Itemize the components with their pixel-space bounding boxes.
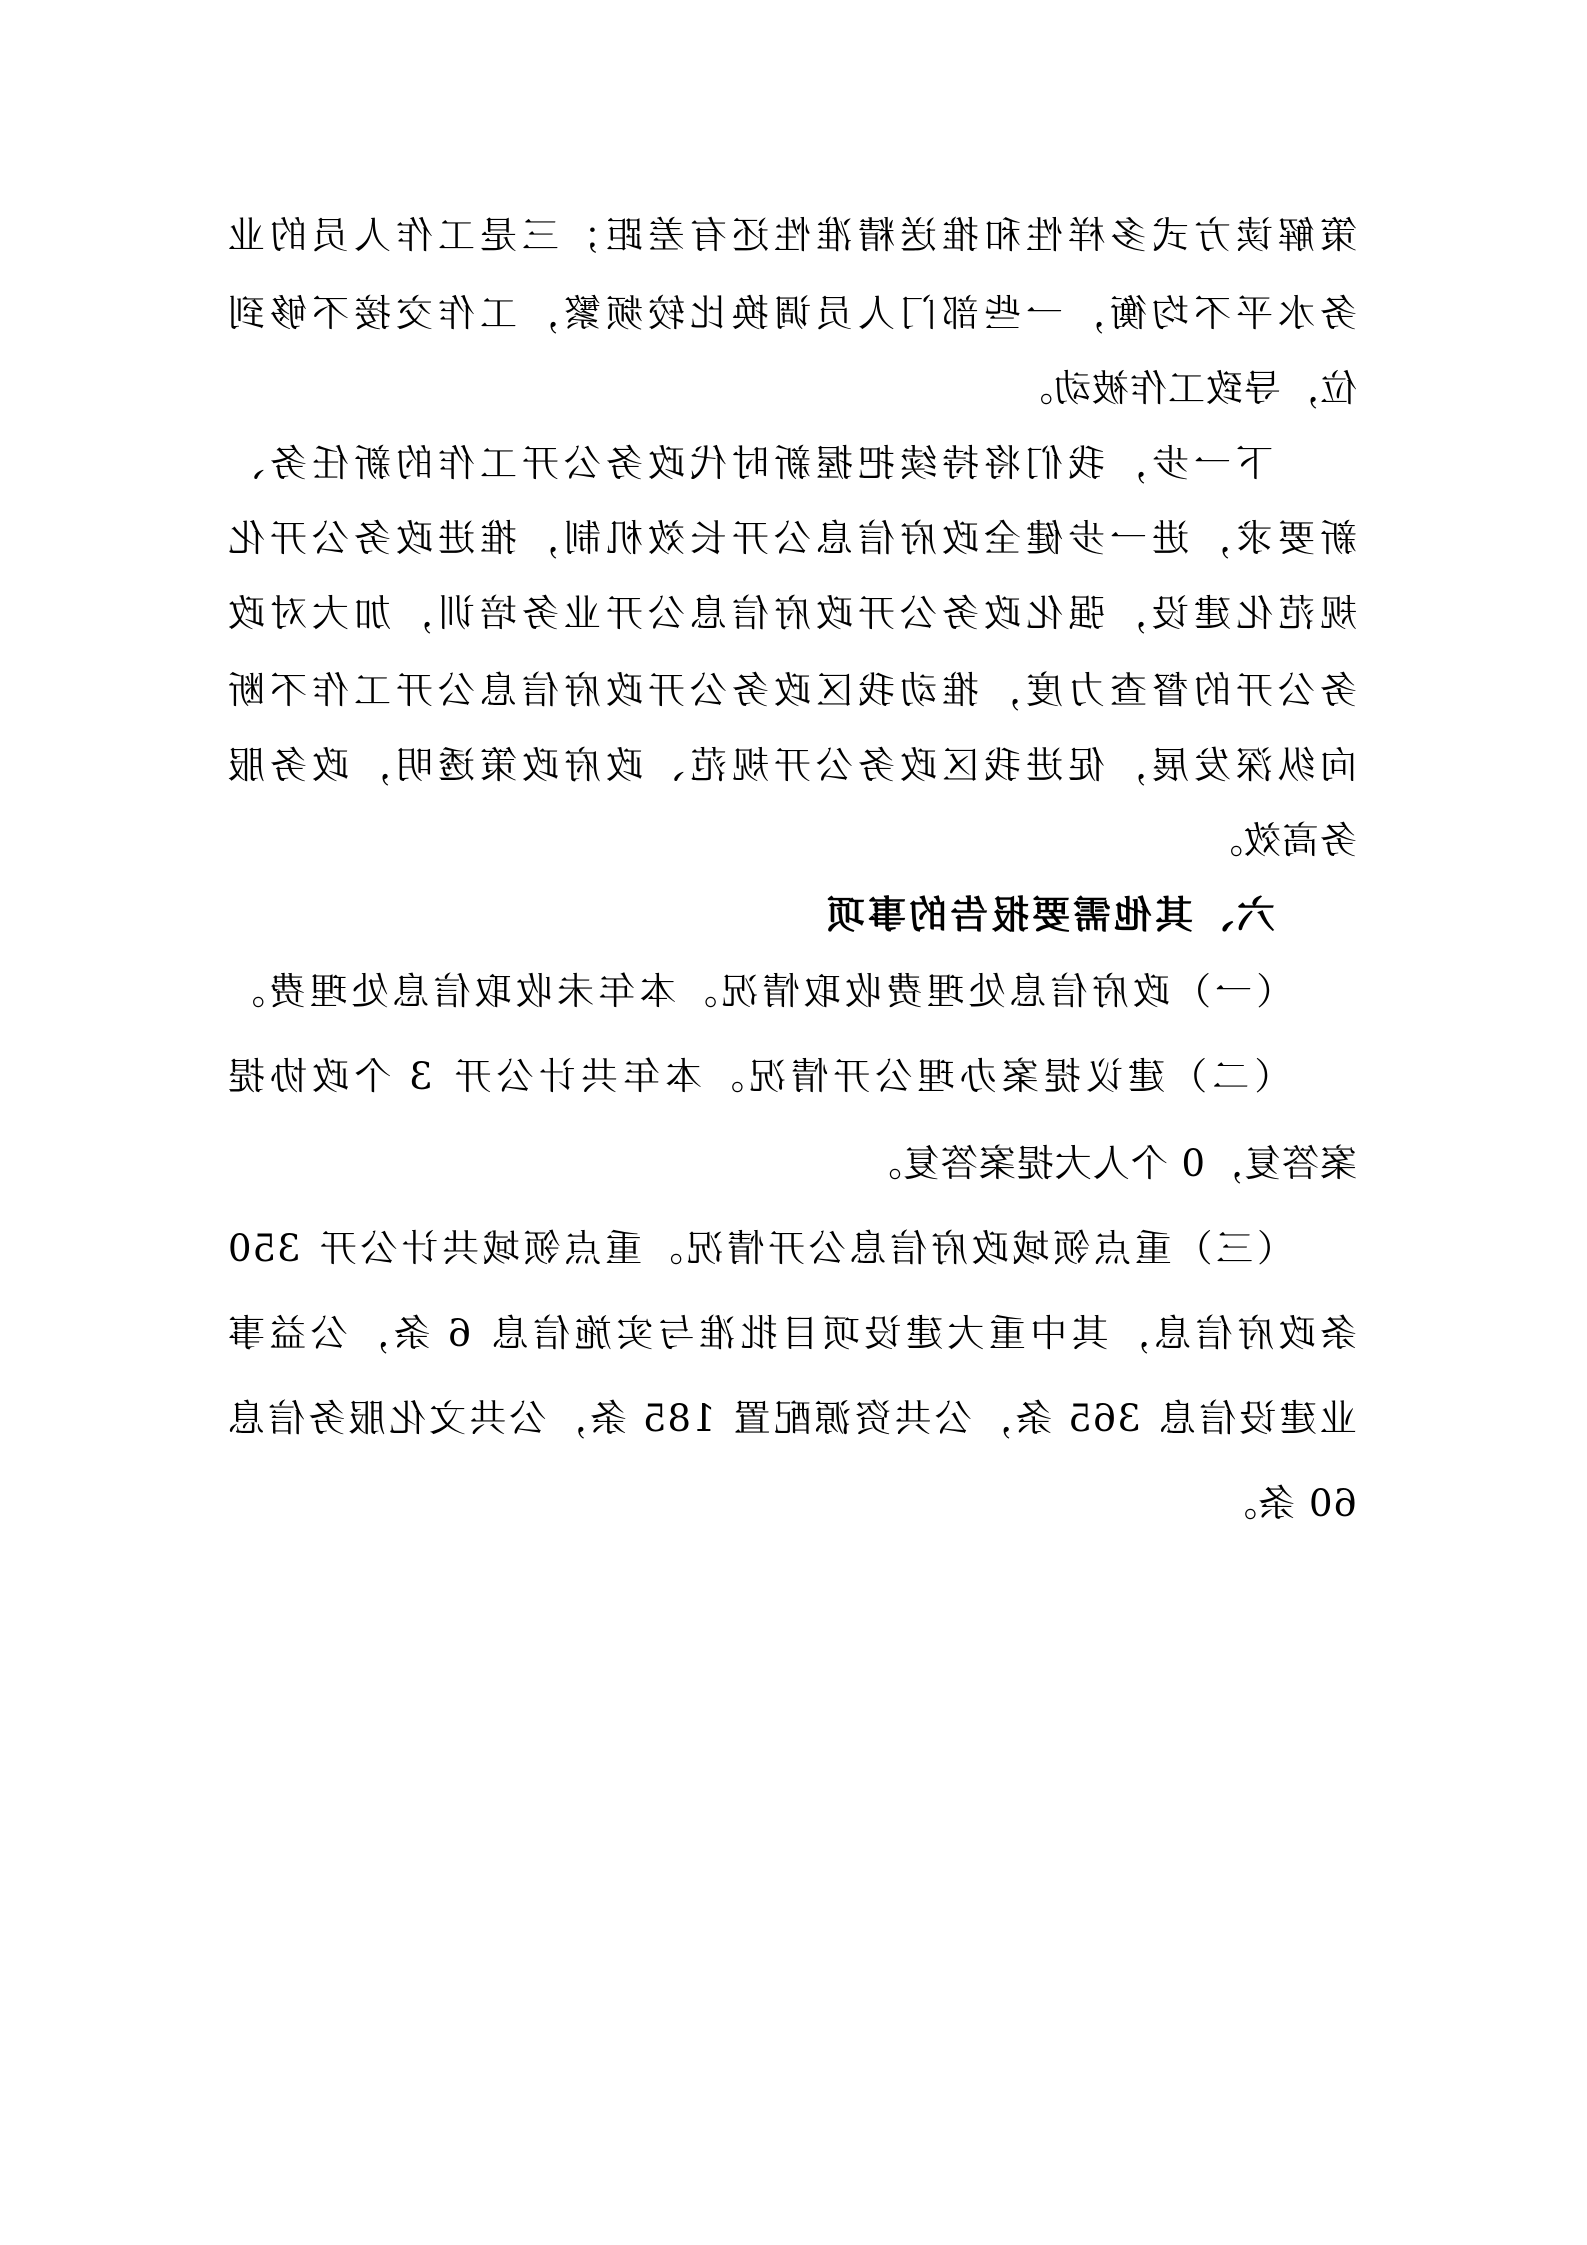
paragraph-2-line-3: 规范化建设，强化政务公开政府信息公开业务培训，加大对政 bbox=[227, 592, 1357, 635]
item-1-line-1: （一）政府信息处理费收取情况。本年未收取信息处理费。 bbox=[227, 970, 1357, 1013]
paragraph-2-line-2: 新要求，进一步健全政府信息公开长效机制，推进政务公开化 bbox=[227, 517, 1357, 560]
paragraph-1-line-1: 策解读方式多样性和推送精准性还有差距；三是工作人员的业 bbox=[227, 214, 1357, 257]
item-3-line-2: 条政府信息，其中重大建设项目批准与实施信息 6 条，公益事 bbox=[227, 1312, 1357, 1355]
paragraph-1-line-2: 务水平不均衡，一些部门人员调换比较频繁，工作交接不够到 bbox=[227, 292, 1357, 335]
paragraph-1-line-3: 位，导致工作被动。 bbox=[1015, 367, 1357, 410]
paragraph-2-line-5: 向纵深发展，促进我区政务公开规范、政府政策透明，政务服 bbox=[227, 744, 1357, 787]
item-3-line-1: （三）重点领域政府信息公开情况。重点领域共计公开 350 bbox=[227, 1227, 1357, 1270]
item-2-line-2: 案答复，0 个人大提案答复。 bbox=[863, 1142, 1357, 1185]
section-heading: 六、其他需要报告的事项 bbox=[823, 893, 1357, 937]
item-3-line-3: 业建设信息 365 条，公共资源配置 185 条，公共文化服务信息 bbox=[227, 1397, 1357, 1440]
item-3-line-4: 60 条。 bbox=[1219, 1482, 1357, 1525]
item-2-line-1: （二）建议提案办理公开情况。本年共计公开 3 个政协提 bbox=[227, 1055, 1357, 1098]
paragraph-2-line-4: 务公开的督查力度，推动我区政务公开政府信息公开工作不断 bbox=[227, 669, 1357, 712]
paragraph-2-line-1: 下一步，我们将持续把握新时代政务公开工作的新任务、 bbox=[227, 442, 1357, 485]
paragraph-2-line-6: 务高效。 bbox=[1205, 819, 1357, 862]
